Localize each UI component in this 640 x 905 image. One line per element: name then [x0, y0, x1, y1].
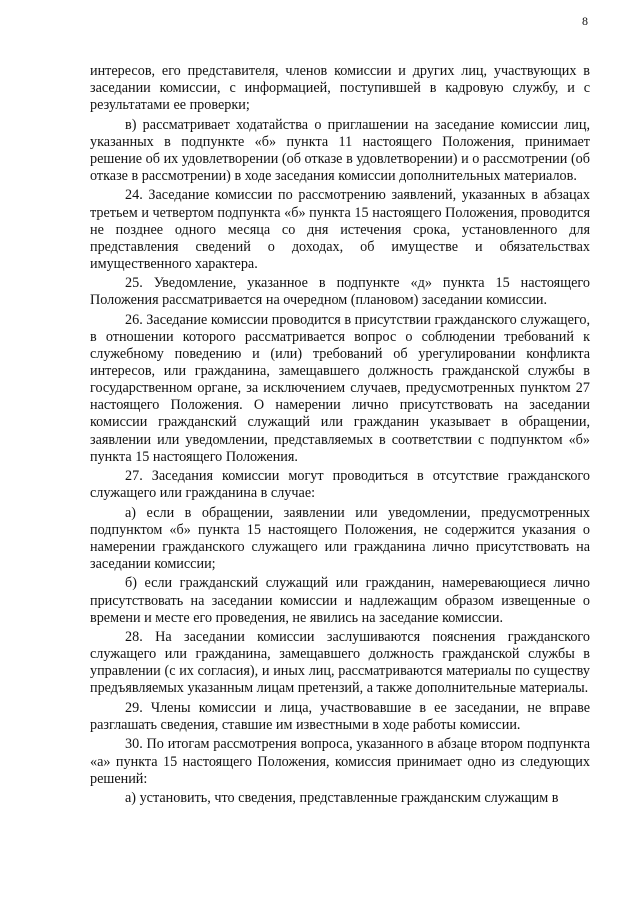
paragraph-30-a: а) установить, что сведения, представленные гражданским служащим в: [125, 790, 559, 807]
paragraph-27-b: б) если гражданский служащий или гражданин, намеревающиеся лично присутствовать на заседании комиссии и надлежащим образом извещенные о времени и месте его проведения, не явились на заседание комиссии.: [90, 575, 590, 626]
paragraph-24: 24. Заседание комиссии по рассмотрению заявлений, указанных в абзацах третьем и четвертом подпункта «б» пункта 15 настоящего Положения, проводится не позднее одного месяца со дня истечения срока, установленного для представления сведений о доходах, об имуществе и обязательствах имущественного характера.: [90, 187, 590, 272]
paragraph-continuation: интересов, его представителя, членов комиссии и других лиц, участвующих в заседании комиссии, с информацией, поступившей в кадровую службу, и с результатами ее проверки;: [90, 63, 590, 114]
paragraph-27: 27. Заседания комиссии могут проводиться в отсутствие гражданского служащего или гражданина в случае:: [90, 468, 590, 502]
document-body: [90, 63, 590, 810]
paragraph-27-a: а) если в обращении, заявлении или уведомлении, предусмотренных подпунктом «б» пункта 15 настоящего Положения, не содержится указания о намерении гражданского служащего или гражданина лично присутствовать на заседании комиссии;: [90, 504, 590, 572]
paragraph-30: 30. По итогам рассмотрения вопроса, указанного в абзаце втором подпункта «а» пункта 15 настоящего Положения, комиссия принимает одно из следующих решений:: [90, 736, 590, 787]
paragraph-item-v: в) рассматривает ходатайства о приглашении на заседание комиссии лиц, указанных в подпункте «б» пункта 11 настоящего Положения, принимает решение об их удовлетворении (об отказе в удовлетворении) и о рассмотрении (об отказе в рассмотрении) в ходе заседания комиссии дополнительных материалов.: [90, 116, 590, 184]
paragraph-25: 25. Уведомление, указанное в подпункте «д» пункта 15 настоящего Положения рассматривается на очередном (плановом) заседании комиссии.: [90, 275, 590, 309]
paragraph-26: 26. Заседание комиссии проводится в присутствии гражданского служащего, в отношении которого рассматривается вопрос о соблюдении требований к служебному поведению и (или) требований об урегулировании конфликта интересов, или гражданина, замещавшего должность гражданской службы в государственном органе, за исключением случаев, предусмотренных пунктом 27 настоящего Положения. О намерении лично присутствовать на заседании комиссии гражданский служащий или гражданин указывает в обращении, заявлении или уведомлении, представляемых в соответствии с подпунктом «б» пункта 15 настоящего Положения.: [90, 311, 590, 465]
page-number: 8: [582, 14, 588, 28]
paragraph-28: 28. На заседании комиссии заслушиваются пояснения гражданского служащего или гражданина, замещавшего должность гражданской службы в управлении (с их согласия), и иных лиц, рассматриваются материалы по существу предъявляемых указанным лицам претензий, а также дополнительные материалы.: [90, 629, 590, 697]
paragraph-29: 29. Члены комиссии и лица, участвовавшие в ее заседании, не вправе разглашать сведения, ставшие им известными в ходе работы комиссии.: [90, 699, 590, 733]
